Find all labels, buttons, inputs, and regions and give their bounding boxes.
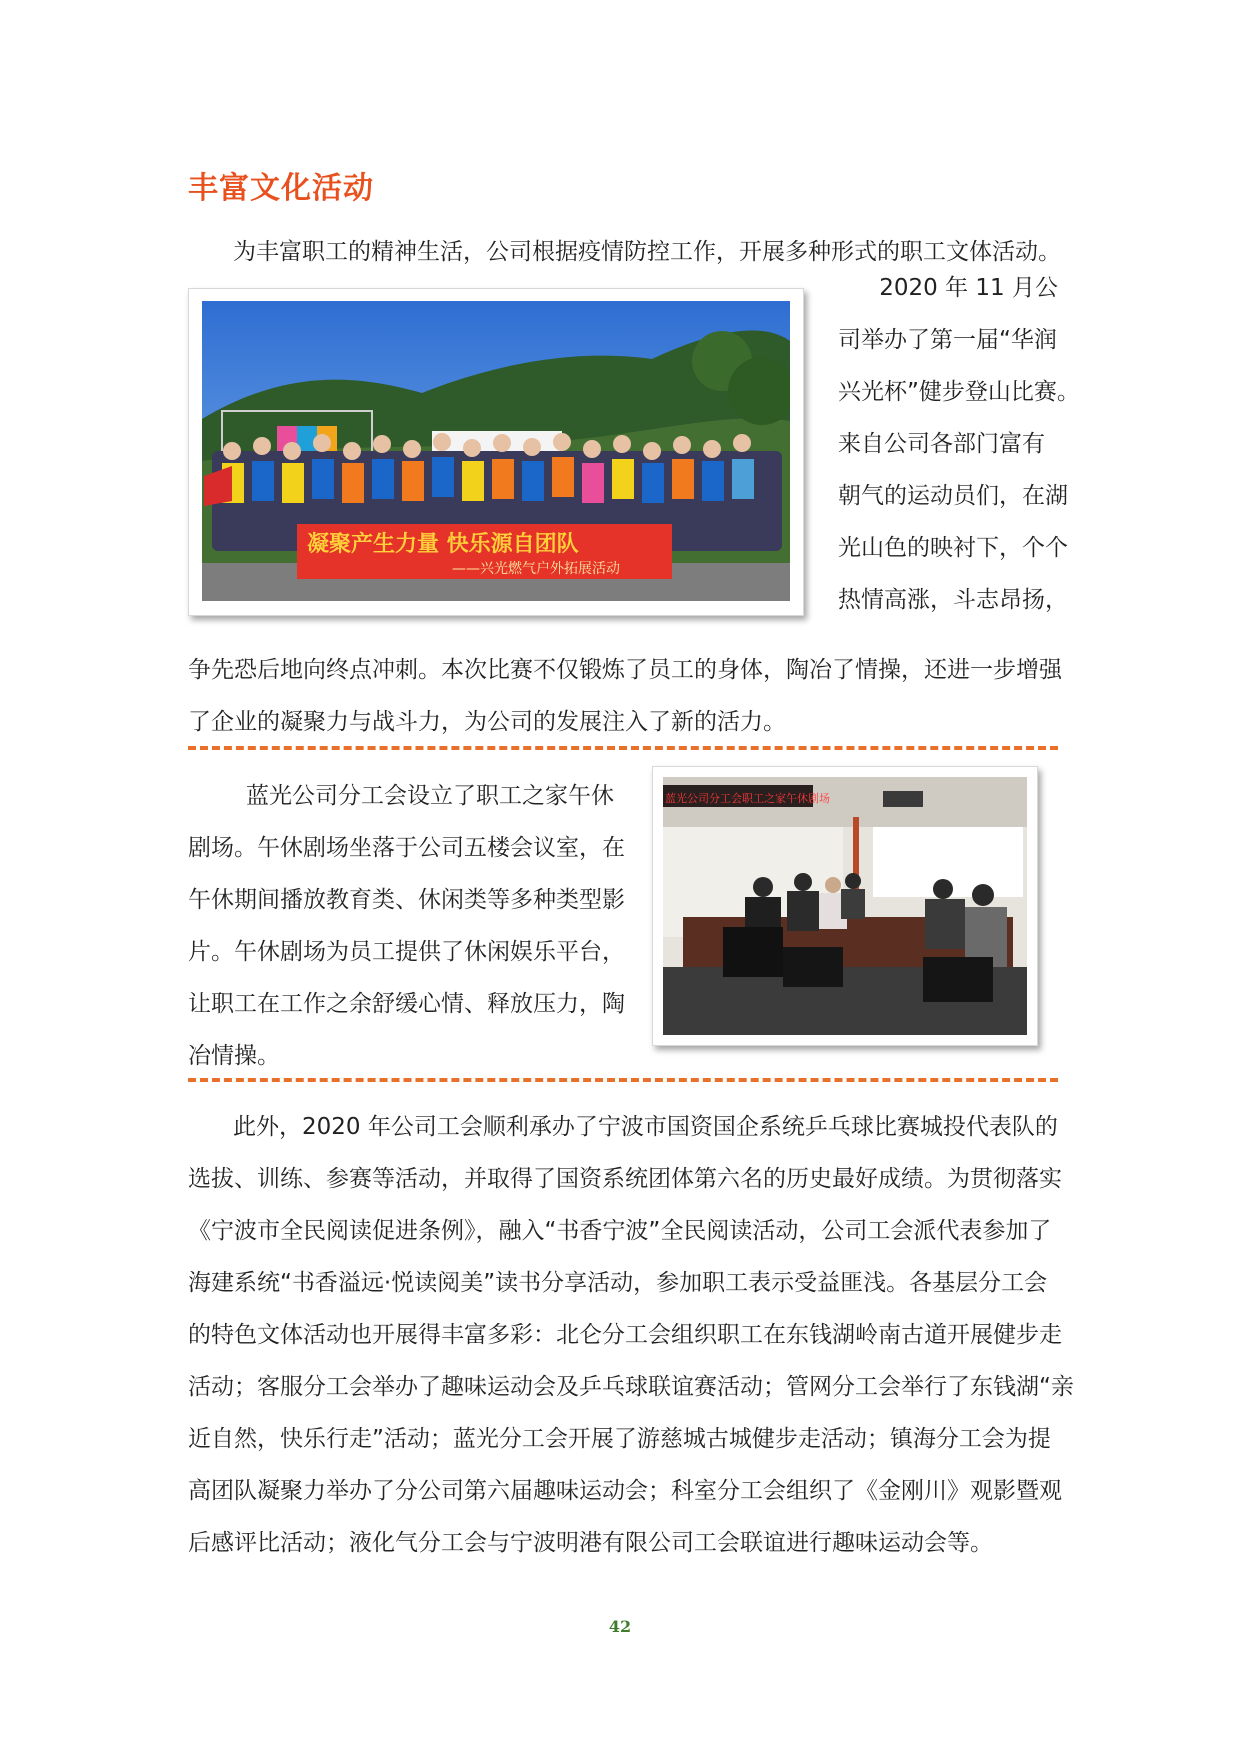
para3-line-5: 的特色文体活动也开展得丰富多彩：北仑分工会组织职工在东钱湖岭南古道开展健步走: [188, 1322, 1062, 1348]
para1-side-line-1: 2020 年 11 月公: [879, 275, 1058, 301]
para1-side-line-6: 光山色的映衬下，个个: [838, 535, 1068, 561]
para2-line-1: 蓝光公司分工会设立了职工之家午休: [246, 783, 614, 809]
section-divider: [188, 746, 1058, 750]
para3-line-8: 高团队凝聚力举办了分公司第六届趣味运动会；科室分工会组织了《金刚川》观影暨观: [188, 1478, 1062, 1504]
theater-banner-text: 蓝光公司分工会职工之家午休剧场: [665, 792, 830, 805]
para3-line-1: 此外，2020 年公司工会顺利承办了宁波市国资国企系统乒乓球比赛城投代表队的: [233, 1114, 1058, 1140]
para1-side-line-2: 司举办了第一届“华润: [838, 327, 1057, 353]
team-photo: [188, 288, 804, 616]
section-title: 丰富文化活动: [188, 171, 374, 206]
para3-line-4: 海建系统“书香溢远·悦读阅美”读书分享活动，参加职工表示受益匪浅。各基层分工会: [188, 1270, 1048, 1296]
para2-line-2: 剧场。午休剧场坐落于公司五楼会议室，在: [188, 835, 625, 861]
para2-line-4: 片。午休剧场为员工提供了休闲娱乐平台，: [188, 939, 625, 965]
section-divider: [188, 1078, 1058, 1082]
para2-line-6: 冶情操。: [188, 1043, 280, 1069]
para1-side-line-7: 热情高涨，斗志昂扬，: [838, 587, 1068, 613]
theater-photo: [652, 766, 1038, 1046]
para2-line-3: 午休期间播放教育类、休闲类等多种类型影: [188, 887, 625, 913]
para3-line-7: 近自然，快乐行走”活动；蓝光分工会开展了游慈城古城健步走活动；镇海分工会为提: [188, 1426, 1051, 1452]
para3-line-9: 后感评比活动；液化气分工会与宁波明港有限公司工会联谊进行趣味运动会等。: [188, 1530, 993, 1556]
banner-main-text: 凝聚产生力量 快乐源自团队: [307, 532, 579, 557]
para3-line-3: 《宁波市全民阅读促进条例》，融入“书香宁波”全民阅读活动，公司工会派代表参加了: [188, 1218, 1052, 1244]
banner-sub-text: ——兴光燃气户外拓展活动: [452, 561, 620, 577]
para3-line-6: 活动；客服分工会举办了趣味运动会及乒乓球联谊赛活动；管网分工会举行了东钱湖“亲: [188, 1374, 1074, 1400]
para2-line-5: 让职工在工作之余舒缓心情、释放压力，陶: [188, 991, 625, 1017]
para3-line-2: 选拔、训练、参赛等活动，并取得了国资系统团体第六名的历史最好成绩。为贯彻落实: [188, 1166, 1062, 1192]
para1-side-line-5: 朝气的运动员们，在湖: [838, 483, 1068, 509]
para1-intro: 为丰富职工的精神生活，公司根据疫情防控工作，开展多种形式的职工文体活动。: [233, 239, 1061, 265]
para1-side-line-4: 来自公司各部门富有: [838, 431, 1045, 457]
page-number: 42: [608, 1617, 632, 1636]
para1-tail-line-1: 争先恐后地向终点冲刺。本次比赛不仅锻炼了员工的身体，陶冶了情操，还进一步增强: [188, 657, 1062, 683]
para1-side-line-3: 兴光杯”健步登山比赛。: [838, 379, 1080, 405]
para1-tail-line-2: 了企业的凝聚力与战斗力，为公司的发展注入了新的活力。: [188, 709, 786, 735]
